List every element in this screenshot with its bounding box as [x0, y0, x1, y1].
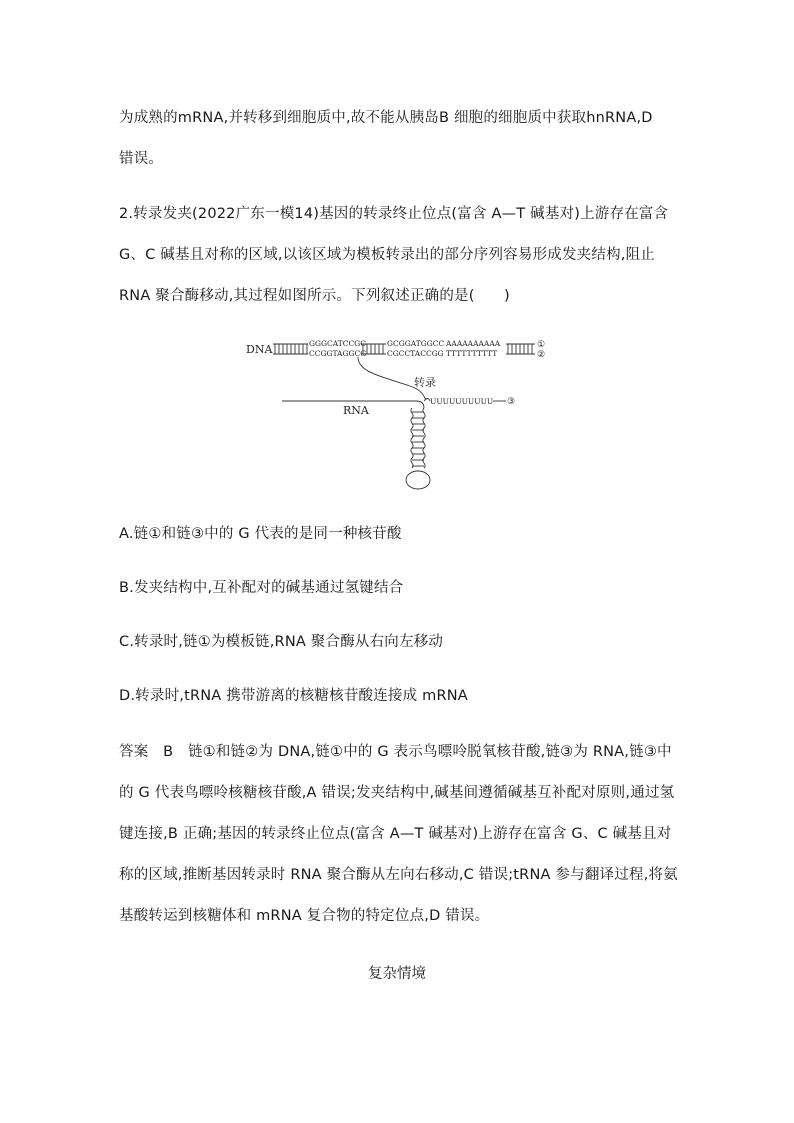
strand1-seq-b: GCGGATGGCC — [387, 339, 445, 348]
answer-line-2: 的 G 代表鸟嘌呤核糖核苷酸,A 错误;发夹结构中,碱基间遵循碱基互补配对原则,通过氢 — [119, 785, 675, 801]
strand-label-2: ② — [537, 350, 546, 360]
intro-line-2: 错误。 — [119, 151, 164, 167]
transcription-label: 转录 — [414, 376, 436, 389]
hairpin-junction — [416, 399, 430, 409]
answer-line-4: 称的区域,推断基因转录时 RNA 聚合酶从左向右移动,C 错误;tRNA 参与翻译过程,将氨 — [119, 867, 678, 883]
answer-line-5: 基酸转运到核糖体和 mRNA 复合物的特定位点,D 错误。 — [119, 908, 490, 924]
hairpin-loop — [406, 471, 430, 489]
answer-line-3: 键连接,B 正确;基因的转录终止位点(富含 A—T 碱基对)上游存在富含 G、C 碱基且对 — [119, 826, 672, 842]
option-d: D.转录时,tRNA 携带游离的核糖核苷酸连接成 mRNA — [119, 688, 468, 704]
section-heading: 复杂情境 — [368, 966, 426, 982]
strand1-seq-a: GGGCATCCGC — [309, 339, 366, 348]
option-c: C.转录时,链①为模板链,RNA 聚合酶从右向左移动 — [119, 634, 444, 650]
rna-polyu-tail: UUUUUUUUUU — [430, 397, 494, 406]
question-line-1: 2.转录发夹(2022广东一模14)基因的转录终止位点(富含 A—T 碱基对)上游存在富含 — [119, 206, 669, 222]
transcription-hairpin-figure — [240, 334, 570, 494]
intro-line-1: 为成熟的mRNA,并转移到细胞质中,故不能从胰岛B 细胞的细胞质中获取hnRNA,D — [119, 110, 653, 126]
option-a: A.链①和链③中的 G 代表的是同一种核苷酸 — [119, 526, 402, 542]
rna-label: RNA — [343, 404, 369, 417]
strand2-polyt: TTTTTTTTTT — [446, 349, 498, 358]
question-line-3: RNA 聚合酶移动,其过程如图所示。下列叙述正确的是( ) — [119, 288, 510, 304]
strand2-seq-b: CGCCTACCGG — [387, 349, 444, 358]
answer-line-1: 答案 B 链①和链②为 DNA,链①中的 G 表示鸟嘌呤脱氧核苷酸,链③为 RNA,链③中 — [119, 744, 672, 760]
strand-label-1: ① — [537, 340, 546, 350]
strand-label-3: ③ — [507, 397, 516, 407]
dna-label: DNA — [246, 343, 273, 356]
option-b: B.发夹结构中,互补配对的碱基通过氢键结合 — [119, 580, 404, 596]
strand2-seq-a: CCGGTAGGCG — [309, 349, 367, 358]
strand1-polya: AAAAAAAAAA — [446, 339, 501, 348]
hairpin-stem — [411, 408, 425, 468]
question-line-2: G、C 碱基且对称的区域,以该区域为模板转录出的部分序列容易形成发夹结构,阻止 — [119, 247, 655, 263]
